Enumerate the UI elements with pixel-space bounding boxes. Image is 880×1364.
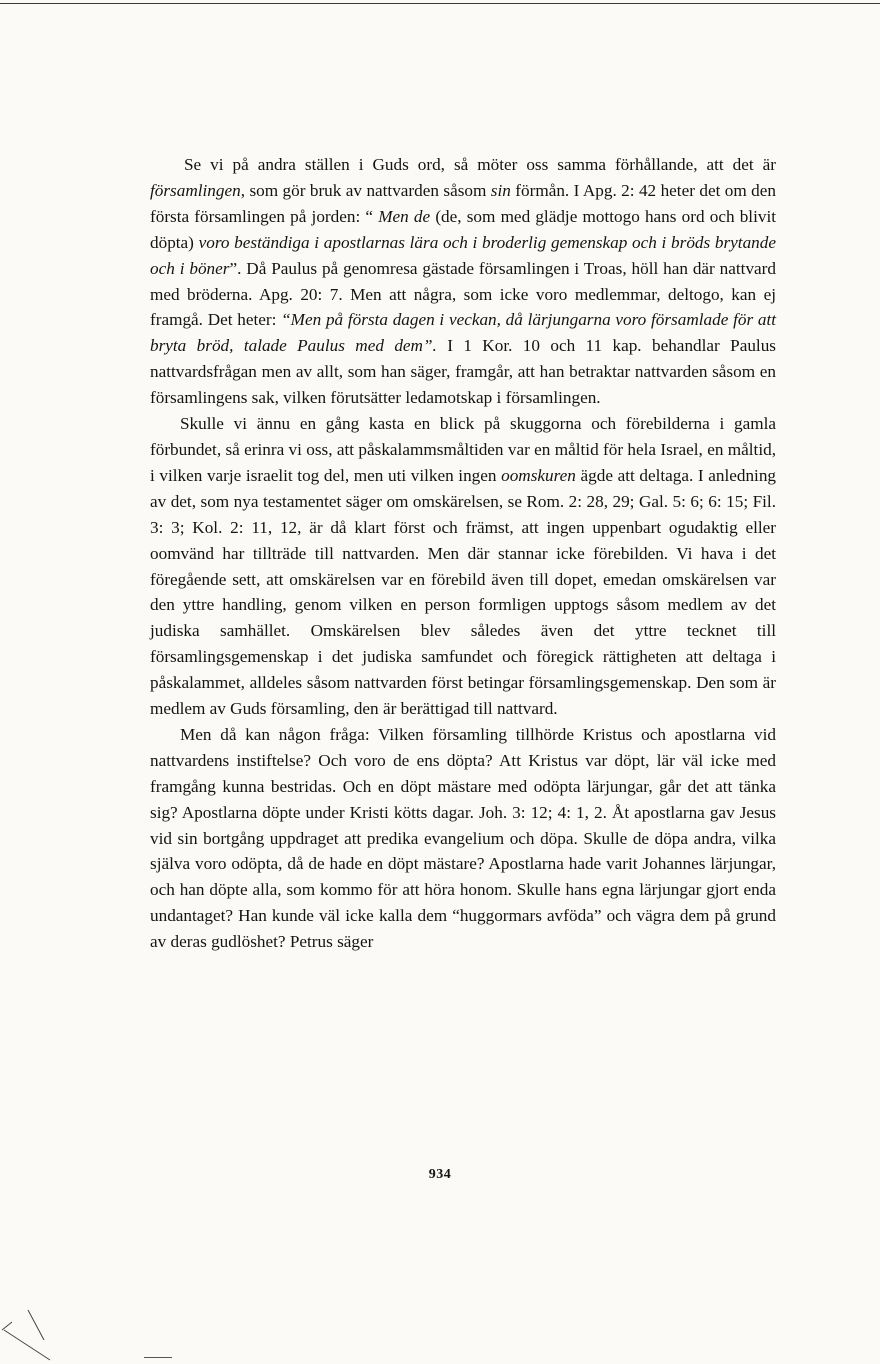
bottom-dash (144, 1357, 172, 1358)
text-run: ägde att deltaga. I anledning av det, som nya testamentet säger om omskärelsen, se Rom. 2: 28, 29; Gal. 5: 6; 6: 15; Fil. 3: 3; Kol. 2: 11, 12, är då klart först och främst, att ingen uppenbart ogudaktig eller oomvänd har tillträde till nattvarden. Men där stannar icke förebilden. Vi hava i det föregående sett, att omskärelsen var en förebild även till dopet, emedan omskärelsen var den yttre handling, genom vilken en person formligen upptogs såsom medlem av det judiska samhället. Omskärelsen blev således även det yttre tecknet till församlingsgemenskap i det judiska samfundet och föregick rättigheten att deltaga i påskalammet, alldeles såsom nattvarden först betingar församlingsgemenskap. Den som är medlem av Guds församling, den är berättigad till nattvard. (150, 465, 777, 719)
top-edge-rule (0, 3, 880, 4)
italic-text-run: sin (490, 180, 511, 200)
italic-text-run: oomskuren (501, 465, 576, 485)
text-run: (de, som med glädje mottogo hans ord och blivit döpta) (150, 206, 776, 252)
text-run: I 1 Kor. 10 och 11 kap. behandlar Paulus nattvardsfrågan men av allt, som han säger, framgår, att han betraktar nattvarden såsom en församlingens sak, vilken förutsätter ledamotskap i församlingen. (150, 336, 776, 408)
text-run: , som gör bruk av nattvarden såsom (240, 180, 491, 200)
page-number: 934 (428, 1167, 452, 1182)
scan-artifact-mark (0, 1300, 90, 1364)
paragraph (150, 152, 776, 411)
italic-text-run: voro beständiga i apostlarnas lära och i broderlig gemenskap och i bröds brytande och i böner (150, 232, 776, 278)
paragraph (150, 411, 776, 722)
paragraph (150, 722, 776, 955)
italic-text-run: Men de (378, 206, 431, 226)
text-run: ”. Då Paulus på genomresa gästade församlingen i Troas, höll han där nattvard med bröderna. Apg. 20: 7. Men att några, som icke voro medlemmar, deltogo, kan ej framgå. Det heter: (150, 258, 776, 330)
italic-text-run: församlingen (150, 180, 241, 200)
text-run: Skulle vi ännu en gång kasta en blick på skuggorna och förebilderna i gamla förbundet, så erinra vi oss, att påskalammsmåltiden var en måltid för hela Israel, en måltid, i vilken varje israelit tog del, men uti vilken ingen (150, 414, 776, 485)
text-run: Se vi på andra ställen i Guds ord, så möter oss samma förhållande, att det är (184, 155, 776, 174)
page-body (150, 152, 776, 955)
text-run: förmån. I Apg. 2: 42 heter det om den första församlingen på jorden: “ (150, 180, 776, 226)
italic-text-run: “Men på första dagen i veckan, då lärjungarna voro församlade för att bryta bröd, talade Paulus med dem”. (150, 310, 777, 356)
text-run: Men då kan någon fråga: Vilken församling tillhörde Kristus och apostlarna vid nattvardens instiftelse? Och voro de ens döpta? Att Kristus var döpt, lär väl icke med framgång kunna bestridas. Och en döpt mästare med odöpta lärjungar, går det att tänka sig? Apostlarna döpte under Kristi kötts dagar. Joh. 3: 12; 4: 1, 2. Åt apostlarna gav Jesus vid sin bortgång uppdraget att predika evangelium och döpa. Skulle de döpa andra, vilka själva voro odöpta, då de hade en döpt mästare? Apostlarna hade varit Johannes lärjungar, och han döpte alla, som kommo för att höra honom. Skulle hans egna lärjungar gjort enda undantaget? Han kunde väl icke kalla dem “huggormars avföda” och vägra dem på grund av deras gudlöshet? Petrus säger (150, 724, 776, 952)
